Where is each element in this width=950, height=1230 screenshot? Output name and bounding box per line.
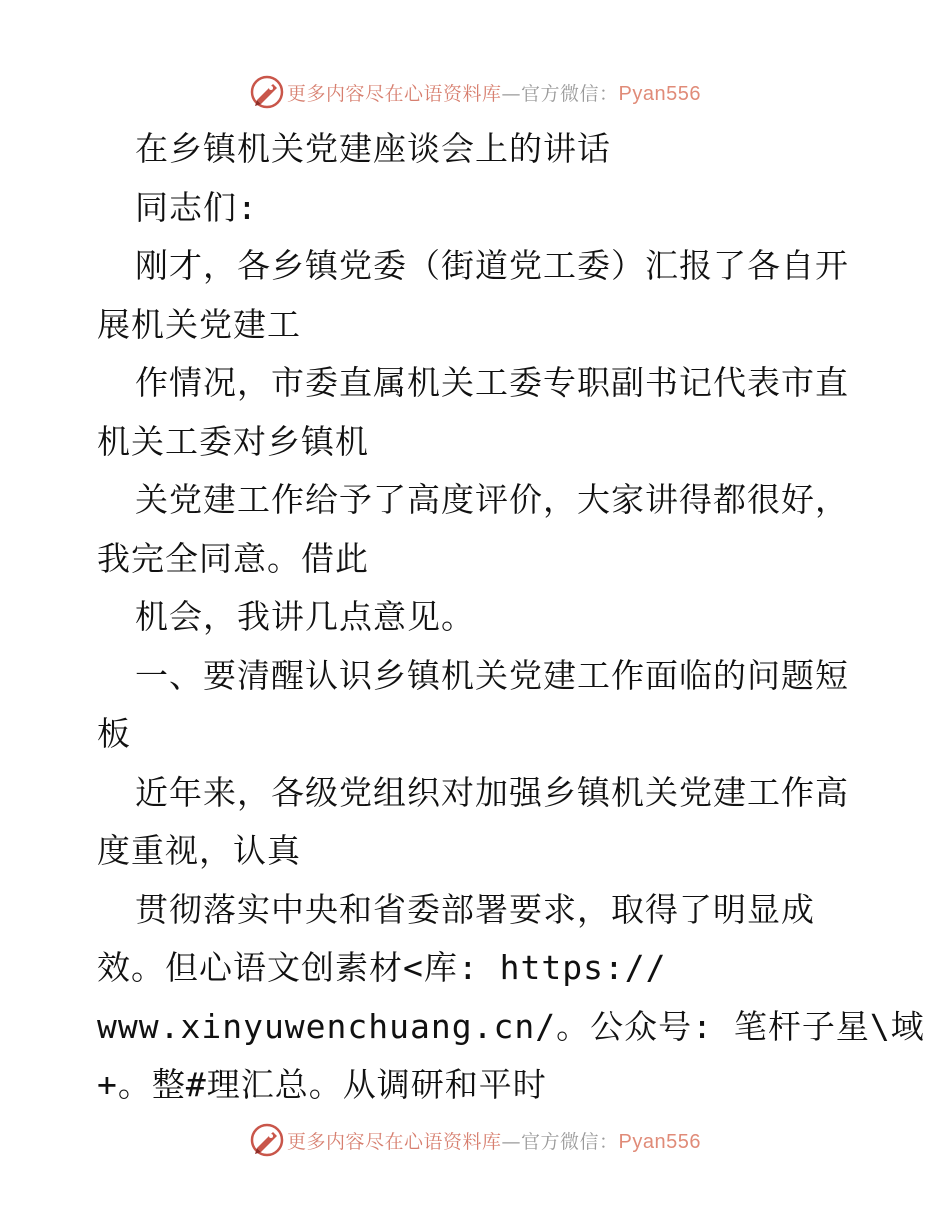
text-line: 在乡镇机关党建座谈会上的讲话 xyxy=(135,129,611,168)
text-line: www.xinyuwenchuang.cn/。公众号: 笔杆子星\域 xyxy=(97,1006,925,1046)
wechat-id: Pyan556 xyxy=(618,82,701,105)
document-body xyxy=(97,120,925,1115)
pen-logo-icon xyxy=(249,74,285,110)
header-watermark-banner xyxy=(0,70,950,114)
pen-logo-icon xyxy=(249,1122,285,1158)
watermark-text xyxy=(287,1127,701,1154)
wechat-label: 官方微信： xyxy=(521,1130,619,1153)
text-line: 贯彻落实中央和省委部署要求，取得了明显成 xyxy=(135,889,815,929)
text-line: 机会，我讲几点意见。 xyxy=(135,597,475,636)
text-line: 度重视，认真 xyxy=(97,831,301,870)
watermark-text xyxy=(287,79,701,106)
text-line: 关党建工作给予了高度评价，大家讲得都很好， xyxy=(135,480,849,519)
text-line: 效。但心语文创素材<库: https:// xyxy=(97,948,667,987)
text-line: 刚才，各乡镇党委（街道党工委）汇报了各自开 xyxy=(135,246,849,285)
footer-watermark-banner xyxy=(0,1118,950,1162)
text-line: 机关工委对乡镇机 xyxy=(97,421,369,461)
text-line: 一、要清醒认识乡镇机关党建工作面临的问题短 xyxy=(135,655,849,695)
text-line: 我完全同意。借此 xyxy=(97,538,369,578)
text-line: 展机关党建工 xyxy=(97,304,301,344)
text-line: 作情况，市委直属机关工委专职副书记代表市直 xyxy=(135,363,849,402)
watermark-separator: — xyxy=(501,1130,522,1153)
text-line: 近年来，各级党组织对加强乡镇机关党建工作高 xyxy=(135,772,849,812)
wechat-label: 官方微信： xyxy=(521,82,619,105)
wechat-id: Pyan556 xyxy=(618,1130,701,1153)
text-line: +。整#理汇总。从调研和平时 xyxy=(97,1065,547,1104)
text-line: 同志们: xyxy=(135,187,258,227)
watermark-main-text: 更多内容尽在心语资料库 xyxy=(287,1130,502,1153)
watermark-separator: — xyxy=(501,82,522,105)
watermark-main-text: 更多内容尽在心语资料库 xyxy=(287,82,502,105)
text-line: 板 xyxy=(97,714,131,753)
